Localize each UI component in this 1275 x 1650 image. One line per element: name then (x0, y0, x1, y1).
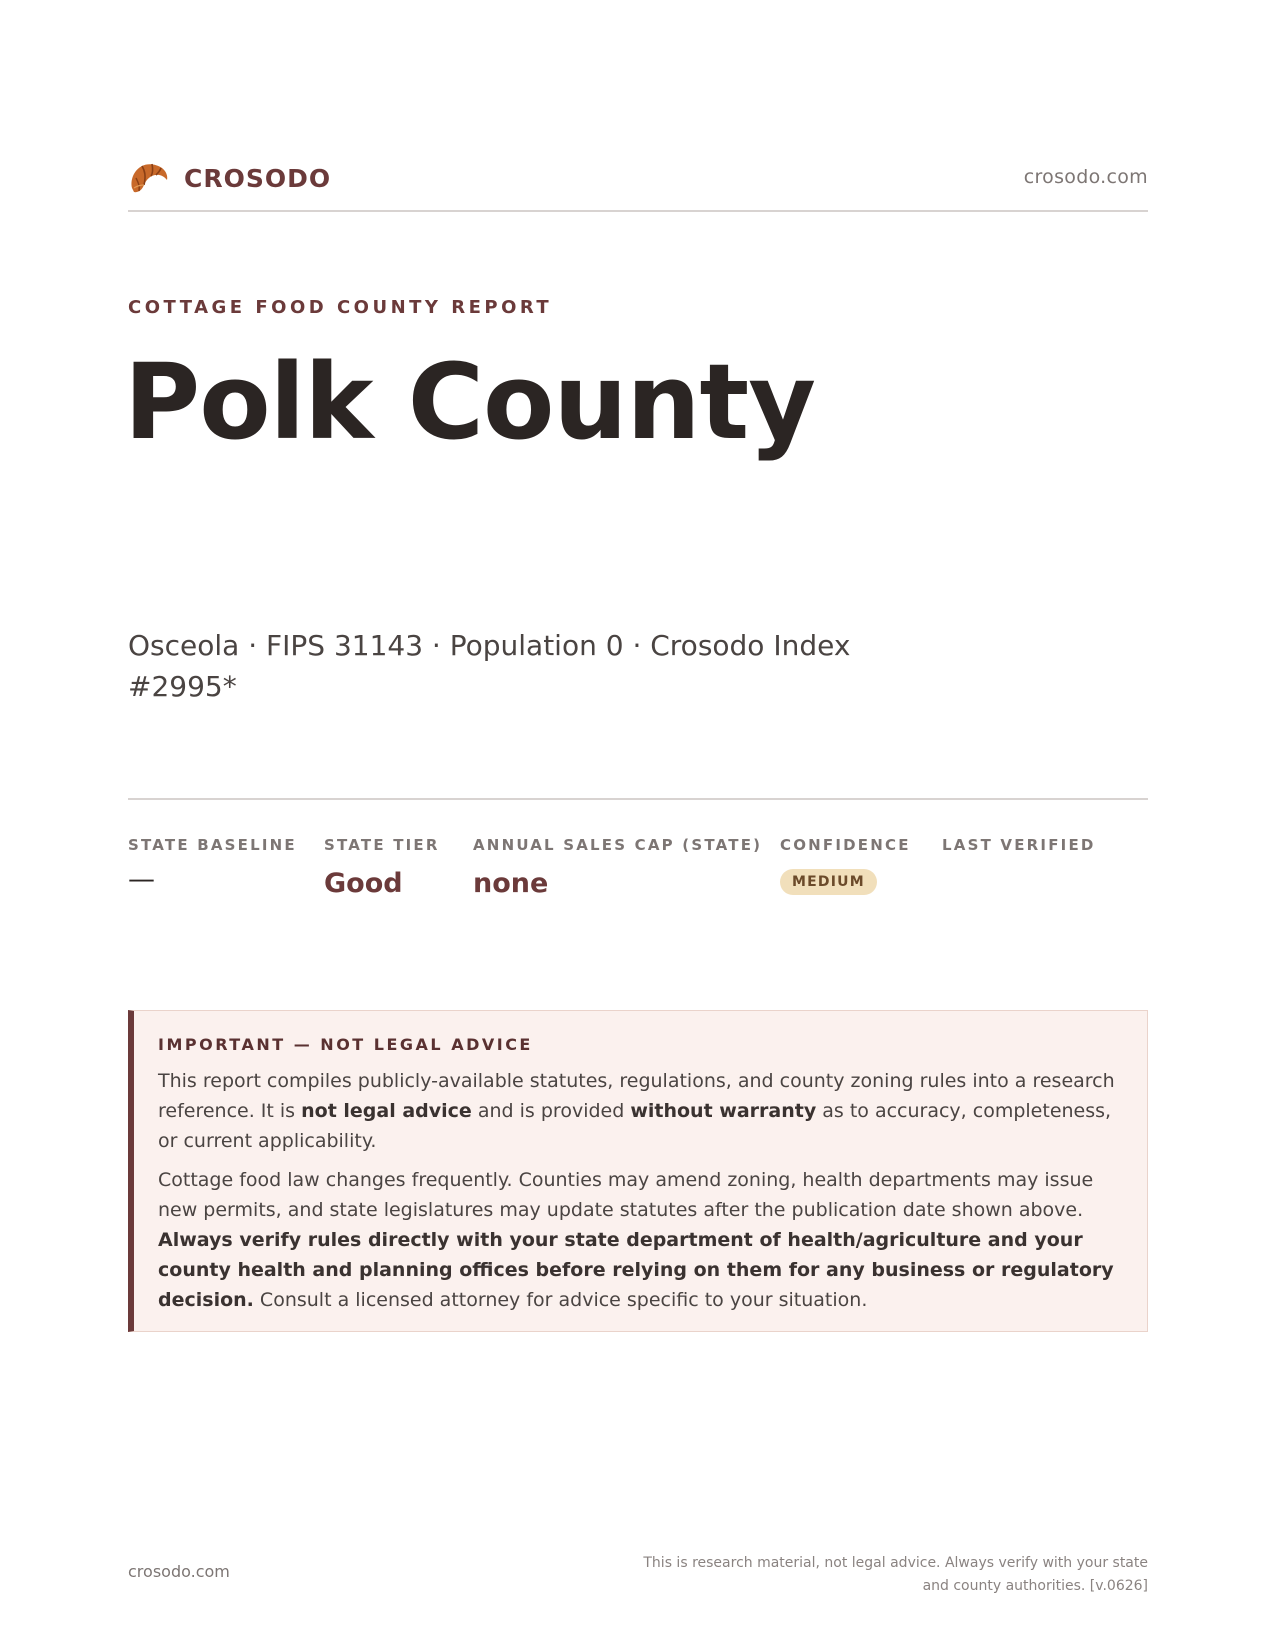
page-header (128, 158, 1148, 212)
stats-row (128, 798, 1148, 910)
brand-name: CROSODO (184, 163, 332, 193)
report-page (124, 0, 1148, 1650)
notice-paragraph-2: Cottage food law changes frequently. Counties may amend zoning, health departments may issue new permits, and state legislatures may update statutes after the publication date shown above. Always verify rules directly with your state department of health/agriculture and your county health and planning offices before relying on them for any business or regulatory decision. Consult a licensed attorney for advice specific to your situation. (158, 1169, 1114, 1311)
notice-paragraph-1: This report compiles publicly-available statutes, regulations, and county zoning rules into a research reference. It is not legal advice and is provided without warranty as to accuracy, completeness, or current applicability. (158, 1070, 1115, 1152)
page-title: Polk County (124, 341, 816, 463)
stat-state-baseline (128, 836, 297, 895)
legal-notice (128, 1010, 1148, 1332)
brand (128, 158, 331, 198)
stat-label: CONFIDENCE (780, 836, 911, 854)
footer-disclaimer: This is research material, not legal advice. Always verify with your state and county authorities. [v.0626] (643, 1555, 1148, 1594)
stat-state-tier (324, 836, 440, 899)
stat-label: ANNUAL SALES CAP (STATE) (473, 836, 763, 854)
stat-annual-sales-cap (473, 836, 762, 899)
stat-confidence (780, 836, 911, 895)
report-eyebrow: COTTAGE FOOD COUNTY REPORT (128, 297, 553, 318)
croissant-icon (128, 158, 170, 198)
stat-value: none (473, 868, 549, 899)
notice-title: IMPORTANT — NOT LEGAL ADVICE (158, 1035, 533, 1054)
stat-last-verified (942, 836, 1096, 868)
stat-label: LAST VERIFIED (942, 836, 1096, 854)
county-subtitle: Osceola · FIPS 31143 · Population 0 · Crosodo Index #2995* (128, 629, 851, 703)
stat-label: STATE BASELINE (128, 836, 297, 854)
stat-label: STATE TIER (324, 836, 440, 854)
confidence-badge: MEDIUM (780, 869, 877, 895)
stat-value: — (128, 864, 155, 895)
site-url[interactable]: crosodo.com (1023, 166, 1148, 188)
stat-value: Good (324, 868, 403, 899)
footer-url[interactable]: crosodo.com (128, 1562, 230, 1581)
